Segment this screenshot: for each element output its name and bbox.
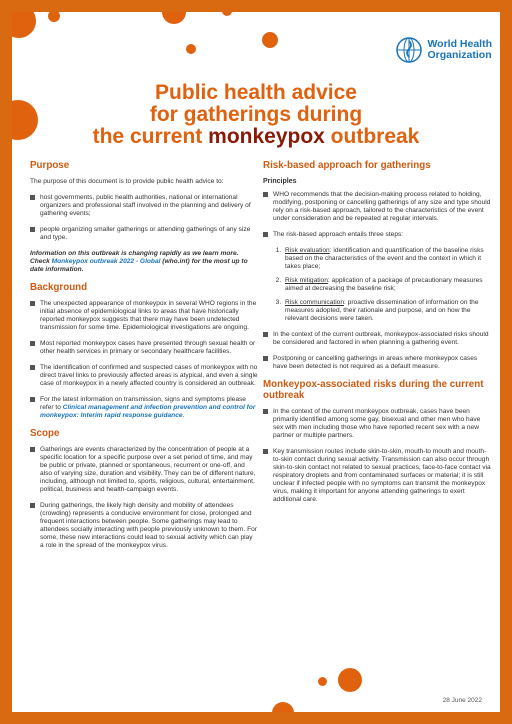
decor-dot: [12, 12, 36, 38]
right-column: [263, 160, 491, 512]
list-item: The identification of confirmed and suspected cases of monkeypox with no direct travel links to previously affected areas is atypical, and even a single case of monkeypox in a newly affected country is considered an outbreak.: [30, 364, 258, 388]
step-text: : application of a package of precautionary measures aimed at decreasing the baseline risk;: [285, 277, 483, 292]
decor-dot: [262, 32, 278, 48]
list-item: The unexpected appearance of monkeypox in several WHO regions in the initial absence of epidemiological links to areas that have historically reported monkeypox suggests that there may have been undetected transmission for some time. Epidemiological investigations are ongoing.: [30, 300, 258, 332]
purpose-list: [30, 194, 258, 242]
step-term: Risk communication: [285, 299, 344, 306]
risk-list-2: [263, 331, 491, 371]
list-item: The risk-based approach entails three steps:: [263, 231, 491, 239]
who-emblem-icon: [395, 36, 423, 64]
risk-steps: [263, 247, 491, 323]
purpose-heading: Purpose: [30, 160, 70, 171]
step-text: : proactive dissemination of information on the measures adopted, their rationale and purpose, and on how the relevant decisions were taken.: [285, 299, 479, 322]
clinical-guidance-link[interactable]: Clinical management and infection prevention and control for monkeypox: Interim rapid response guidance: [40, 404, 256, 419]
update-note: [30, 250, 258, 274]
page-title: [12, 82, 500, 148]
list-item: Key transmission routes include skin-to-skin, mouth-to mouth and mouth-to-skin contact during sexual activity. Transmission can also occur through skin-to-skin contact not related to sexual practices, face-to-face contact via respiratory droplets and from contaminated surfaces or material; it is still unclear if infected people with no symptoms can transmit the monkeypox virus, making it important for anyone attending gatherings to exert additional care.: [263, 448, 491, 504]
background-list: [30, 300, 258, 420]
list-item: Most reported monkeypox cases have presented through sexual health or other health services in primary or secondary healthcare facilities.: [30, 340, 258, 356]
step-item: [283, 247, 491, 271]
step-text: : identification and quantification of the baseline risks based on the characteristics of the event and the context in which it takes place;: [285, 247, 484, 270]
list-item: Postponing or cancelling gatherings in areas where monkeypox cases have been detected is not required as a default measure.: [263, 355, 491, 371]
note-text: Information on this outbreak is changing rapidly as we learn more. Check: [30, 250, 239, 265]
org-name-line1: World Health: [427, 38, 492, 50]
decor-dot: [186, 44, 196, 54]
scope-list: [30, 446, 258, 550]
title-line3-post: outbreak: [324, 125, 420, 148]
document-page: [12, 12, 500, 712]
list-item: people organizing smaller gatherings or attending gatherings of any size and type.: [30, 226, 258, 242]
outbreak-link[interactable]: Monkeypox outbreak 2022 - Global: [51, 258, 161, 265]
publication-date: 28 June 2022: [442, 697, 482, 704]
step-item: [283, 277, 491, 293]
list-item-text: For the latest information on transmission, signs and symptoms please refer to: [40, 396, 246, 411]
left-column: [30, 160, 258, 558]
risk-list: [263, 191, 491, 239]
decor-dot: [338, 668, 362, 692]
scope-heading: Scope: [30, 428, 60, 439]
title-line3-emphasis: monkeypox: [208, 125, 325, 148]
decor-dot: [162, 12, 186, 24]
who-logo: [395, 36, 492, 64]
step-term: Risk evaluation: [285, 247, 330, 254]
list-item: During gatherings, the likely high density and mobility of attendees (crowding) represents a conducive environment for close, prolonged and frequent interactions between people. Some gatherings may lead to attendees socially interacting with people previously unknown to them. For some, these new interactions could lead to sexual activity which can play a role in the spread of the monkeypox virus.: [30, 502, 258, 550]
principles-subheading: Principles: [263, 178, 297, 185]
background-heading: Background: [30, 282, 88, 293]
note-text: (who.int) for the most up to date information.: [30, 258, 248, 273]
org-name-line2: Organization: [427, 49, 492, 61]
decor-dot: [318, 677, 327, 686]
step-item: [283, 299, 491, 323]
purpose-intro: The purpose of this document is to provide public health advice to:: [30, 178, 224, 185]
title-line2: for gatherings during: [149, 103, 363, 126]
decor-dot: [222, 12, 232, 16]
decor-dot: [48, 12, 60, 22]
list-item-text: .: [182, 412, 185, 419]
list-item: Gatherings are events characterized by the concentration of people at a specific location for a specific purpose over a set period of time, and may be public or private, planned or spontaneous, recurrent or one-off, and also of varying size, duration and visibility. They can be of different nature, including, although not limited to, sports, religious, cultural, entertainment, political, business and health-campaign events.: [30, 446, 258, 494]
title-line3-pre: the current: [92, 125, 209, 148]
step-term: Risk mitigation: [285, 277, 328, 284]
list-item: host governments, public health authorities, national or international organizers and professional staff involved in the planning and delivery of gathering events;: [30, 194, 258, 218]
risk-heading: Risk-based approach for gatherings: [263, 160, 431, 171]
list-item: WHO recommends that the decision-making process related to holding, modifying, postponing or cancelling gatherings of any size and type should rely on a risk-based approach, tailored to the characteristics of the event under consideration and be repeated at regular intervals.: [263, 191, 491, 223]
list-item: In the context of the current outbreak, monkeypox-associated risks should be considered and factored in when planning a gathering event.: [263, 331, 491, 347]
list-item: In the context of the current monkeypox outbreak, cases have been primarily identified among some gay, bisexual and other men who have sex with men including those who have reported recent sex with a new partner or multiple partners.: [263, 408, 491, 440]
decor-dot: [272, 702, 294, 712]
title-line3: [12, 126, 500, 148]
assoc-list: [263, 408, 491, 504]
title-line1: Public health advice: [155, 81, 357, 104]
assoc-risks-heading: Monkeypox-associated risks during the current outbreak: [263, 379, 484, 401]
list-item: [30, 396, 258, 420]
